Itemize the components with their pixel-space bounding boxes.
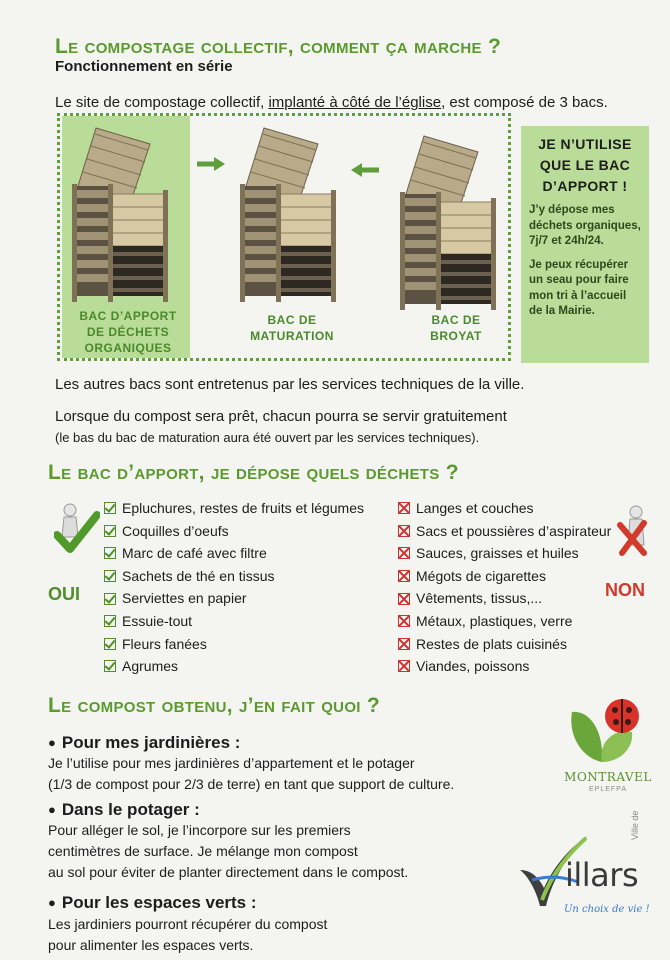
body-line: Les jardiniers pourront récupérer du compost bbox=[48, 916, 328, 932]
non-item bbox=[398, 497, 611, 520]
villars-prefix: Ville de bbox=[630, 810, 640, 840]
ladybug-leaf-icon bbox=[558, 692, 658, 770]
non-list bbox=[398, 497, 611, 678]
side-box-text-2: Je peux récupérer un seau pour faire mon tri à l’accueil de la Mairie. bbox=[529, 258, 629, 317]
oui-item bbox=[104, 610, 364, 633]
non-item bbox=[398, 565, 611, 588]
villars-logo bbox=[512, 810, 662, 930]
oui-item bbox=[104, 542, 364, 565]
paragraph-note: (le bas du bac de maturation aura été ouvert par les services techniques). bbox=[55, 430, 480, 445]
checkbox-checked-icon bbox=[104, 593, 116, 605]
non-item-text: Mégots de cigarettes bbox=[416, 567, 546, 584]
bin-label-maturation: BAC DE MATURATION bbox=[250, 313, 334, 343]
section-title-dechets: Le bac d’apport, je dépose quels déchets ? bbox=[48, 461, 459, 484]
checkbox-checked-icon bbox=[104, 547, 116, 559]
body-line: pour alimenter les espaces verts. bbox=[48, 937, 254, 953]
oui-item bbox=[104, 520, 364, 543]
checkbox-crossed-icon bbox=[398, 502, 410, 514]
oui-item bbox=[104, 633, 364, 656]
body-line: centimètres de surface. Je mélange mon compost bbox=[48, 843, 358, 859]
body-line: (1/3 de compost pour 2/3 de terre) en tant que support de culture. bbox=[48, 776, 455, 792]
montravel-logo bbox=[558, 692, 658, 802]
checkbox-checked-icon bbox=[104, 615, 116, 627]
checkbox-checked-icon bbox=[104, 660, 116, 672]
intro-after: , est composé de 3 bacs. bbox=[441, 94, 608, 111]
body-line: au sol pour éviter de planter directement dans le compost. bbox=[48, 864, 409, 880]
non-item-text: Vêtements, tissus,... bbox=[416, 590, 543, 607]
oui-item-text: Coquilles d’oeufs bbox=[122, 522, 229, 539]
side-box-text-1: J’y dépose mes déchets organiques, 7j/7 et 24h/24. bbox=[529, 204, 641, 247]
non-item-text: Sacs et poussières d’aspirateur bbox=[416, 522, 612, 539]
non-item-text: Viandes, poissons bbox=[416, 658, 530, 675]
oui-item bbox=[104, 655, 364, 678]
subtitle-fonctionnement: Fonctionnement en série bbox=[55, 58, 233, 75]
oui-item-text: Fleurs fanées bbox=[122, 635, 207, 652]
checkbox-checked-icon bbox=[104, 502, 116, 514]
oui-item-text: Marc de café avec filtre bbox=[122, 545, 267, 562]
oui-list bbox=[104, 497, 364, 678]
section-title-compostage: Le compostage collectif, comment ça marche ? bbox=[55, 35, 502, 58]
section-title-compost-obtenu: Le compost obtenu, j’en fait quoi ? bbox=[48, 694, 381, 717]
checkbox-crossed-icon bbox=[398, 547, 410, 559]
non-item bbox=[398, 587, 611, 610]
oui-item bbox=[104, 565, 364, 588]
non-item-text: Sauces, graisses et huiles bbox=[416, 545, 579, 562]
arrow-left-icon bbox=[350, 162, 380, 178]
compost-bin-apport-image bbox=[68, 124, 180, 306]
oui-item-text: Serviettes en papier bbox=[122, 590, 247, 607]
oui-item-text: Agrumes bbox=[122, 658, 179, 675]
non-item bbox=[398, 610, 611, 633]
non-item-text: Langes et couches bbox=[416, 500, 534, 516]
oui-person-check-icon bbox=[54, 503, 100, 555]
non-item bbox=[398, 655, 611, 678]
bullet-body-espaces-verts bbox=[48, 914, 327, 956]
oui-label: OUI bbox=[48, 584, 81, 604]
oui-item bbox=[104, 587, 364, 610]
bin-label-apport: BAC D’APPORT DE DÉCHETS ORGANIQUES bbox=[79, 309, 177, 355]
villars-tagline: Un choix de vie ! bbox=[564, 904, 650, 915]
checkbox-crossed-icon bbox=[398, 615, 410, 627]
bullet-heading-potager: ● Dans le potager : bbox=[48, 800, 200, 820]
side-box-heading: JE N’UTILISE QUE LE BAC D’APPORT ! bbox=[538, 136, 632, 194]
checkbox-crossed-icon bbox=[398, 570, 410, 582]
bin-label-broyat: BAC DE BROYAT bbox=[430, 313, 482, 343]
checkbox-crossed-icon bbox=[398, 525, 410, 537]
bullet-body-potager bbox=[48, 820, 408, 883]
non-item-text: Métaux, plastiques, verre bbox=[416, 612, 573, 629]
montravel-name: MONTRAVEL bbox=[564, 770, 652, 784]
non-item bbox=[398, 633, 611, 656]
bullet-body-jardinieres bbox=[48, 753, 454, 795]
intro-location: implanté à côté de l’église bbox=[268, 94, 442, 111]
compost-bin-maturation-image bbox=[236, 124, 348, 306]
bins-diagram bbox=[57, 113, 511, 361]
non-item-text: Restes de plats cuisinés bbox=[416, 635, 567, 652]
oui-item-text: Epluchures, restes de fruits et légumes bbox=[122, 500, 365, 516]
bullet-heading-jardinieres: ● Pour mes jardinières : bbox=[48, 733, 240, 753]
non-label: NON bbox=[605, 580, 645, 600]
checkbox-crossed-icon bbox=[398, 593, 410, 605]
non-item bbox=[398, 520, 611, 543]
checkbox-crossed-icon bbox=[398, 660, 410, 672]
non-person-cross-icon bbox=[614, 505, 654, 557]
oui-item bbox=[104, 497, 364, 520]
arrow-right-icon bbox=[196, 156, 226, 172]
non-item bbox=[398, 542, 611, 565]
checkbox-checked-icon bbox=[104, 570, 116, 582]
checkbox-crossed-icon bbox=[398, 638, 410, 650]
body-line: Pour alléger le sol, je l’incorpore sur les premiers bbox=[48, 822, 351, 838]
body-line: Je l’utilise pour mes jardinières d’appartement et le potager bbox=[48, 755, 415, 771]
villars-name: illars bbox=[565, 856, 639, 894]
checkbox-checked-icon bbox=[104, 638, 116, 650]
paragraph-other-bins: Les autres bacs sont entretenus par les services techniques de la ville. bbox=[55, 376, 525, 393]
compost-bin-broyat-image bbox=[396, 132, 508, 314]
montravel-subtitle: EPLEFPA bbox=[589, 786, 627, 793]
intro-text bbox=[55, 94, 608, 111]
checkbox-checked-icon bbox=[104, 525, 116, 537]
intro-before: Le site de compostage collectif, bbox=[55, 94, 269, 111]
bullet-heading-espaces-verts: ● Pour les espaces verts : bbox=[48, 893, 257, 913]
side-info-box bbox=[521, 126, 649, 363]
paragraph-compost-ready: Lorsque du compost sera prêt, chacun pourra se servir gratuitement bbox=[55, 408, 507, 425]
oui-item-text: Sachets de thé en tissus bbox=[122, 567, 275, 584]
oui-item-text: Essuie-tout bbox=[122, 612, 193, 629]
